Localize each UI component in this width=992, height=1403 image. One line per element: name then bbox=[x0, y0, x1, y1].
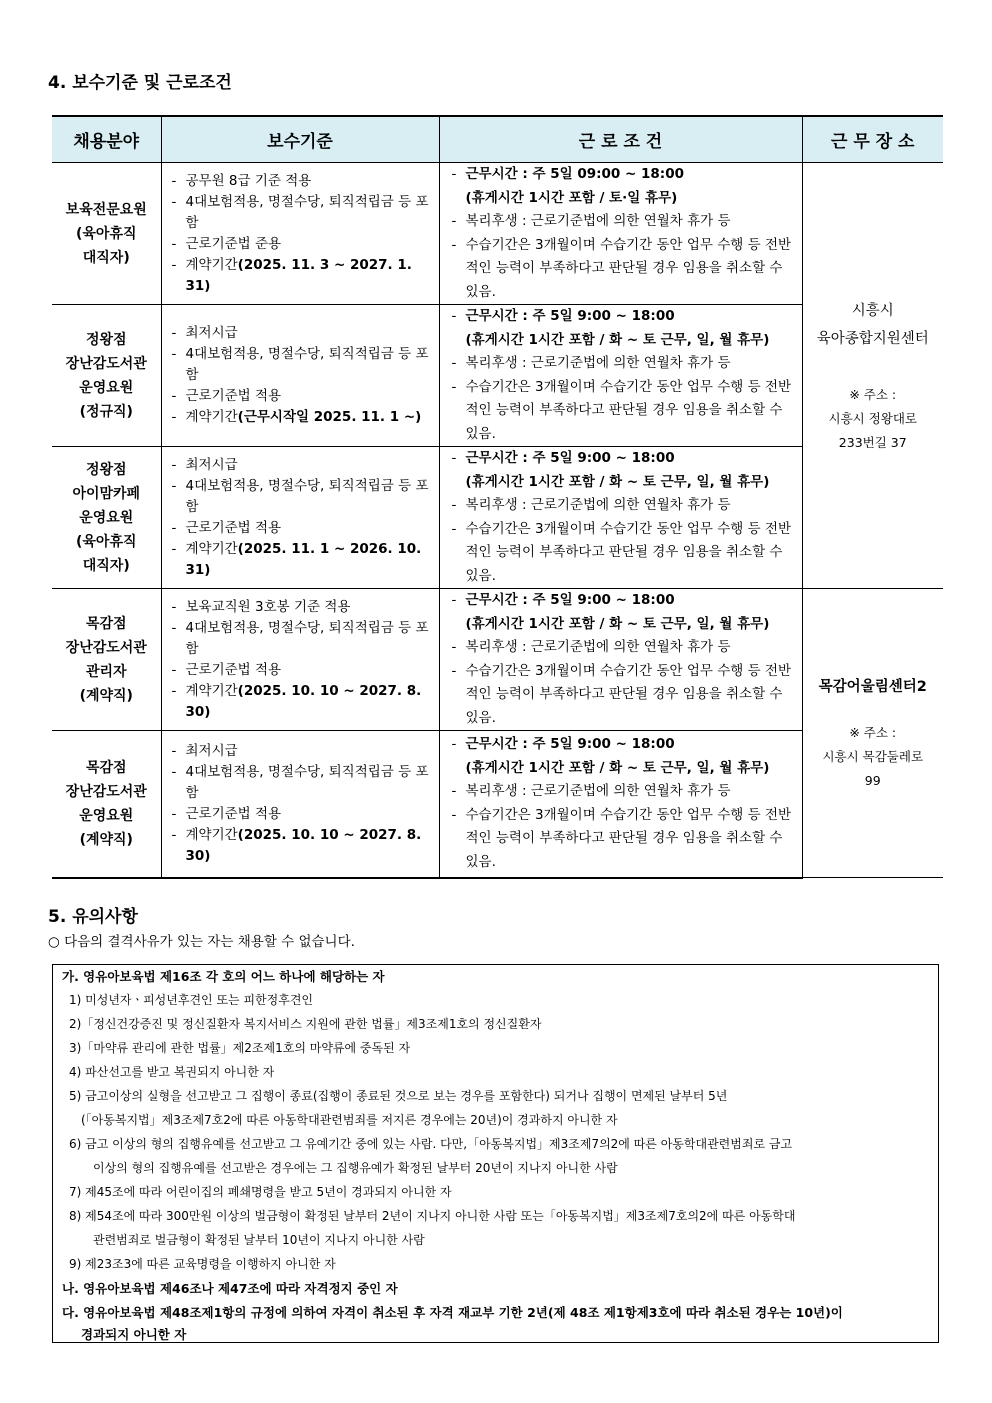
condition-probation: - 수습기간은 3개월이며 수습기간 동안 업무 수행 등 전반적인 능력이 부족하다고 판단될 경우 임용을 취소할 수 있음. bbox=[450, 518, 792, 589]
pay-item: - 4대보험적용, 명절수당, 퇴직적립금 등 포함 bbox=[172, 618, 433, 660]
notice-line: 4) 파산선고를 받고 복권되지 아니한 자 bbox=[69, 1065, 275, 1079]
pay-cell bbox=[161, 731, 439, 878]
pay-item: - 근로기준법 적용 bbox=[172, 804, 433, 825]
category-cell bbox=[52, 305, 161, 447]
category-cell bbox=[52, 731, 161, 878]
header-conditions: 근 로 조 건 bbox=[439, 116, 802, 163]
header-pay: 보수기준 bbox=[161, 116, 439, 163]
conditions-cell bbox=[439, 163, 802, 305]
pay-item-contract bbox=[172, 825, 433, 867]
notice-lead: ○ 다음의 결격사유가 있는 자는 채용할 수 없습니다. bbox=[48, 934, 355, 950]
contract-prefix: 계약기간 bbox=[185, 256, 238, 273]
condition-welfare: - 복리후생 : 근로기준법에 의한 연월차 휴가 등 bbox=[450, 780, 792, 804]
place-name: 육아종합지원센터 bbox=[816, 330, 929, 347]
pay-item-contract bbox=[172, 539, 433, 581]
pay-item: - 보육교직원 3호봉 기준 적용 bbox=[172, 597, 433, 618]
conditions-cell bbox=[439, 447, 802, 589]
break-info: (휴게시간 1시간 포함 / 화 ~ 토 근무, 일, 월 휴무) bbox=[465, 615, 770, 632]
pay-cell bbox=[161, 589, 439, 731]
place-address bbox=[803, 721, 944, 793]
break-info: (휴게시간 1시간 포함 / 토·일 휴무) bbox=[465, 189, 678, 206]
pay-item: - 근로기준법 적용 bbox=[172, 386, 433, 407]
notice-line: 8) 제54조에 따라 300만원 이상의 벌금형이 확정된 날부터 2년이 지나지 아니한 사람 또는「아동복지법」제3조제7호의2에 따른 아동학대 bbox=[69, 1209, 796, 1223]
contract-period: (2025. 11. 1 ~ 2026. 10. 31) bbox=[185, 540, 422, 578]
notice-line: 9) 제23조3에 따른 교육명령을 이행하지 아니한 자 bbox=[69, 1257, 336, 1271]
pay-item: - 4대보험적용, 명절수당, 퇴직적립금 등 포함 bbox=[172, 476, 433, 518]
work-hours: 근무시간 : 주 5일 9:00 ~ 18:00 bbox=[465, 592, 675, 608]
pay-item: - 최저시급 bbox=[172, 323, 433, 344]
condition-welfare: - 복리후생 : 근로기준법에 의한 연월차 휴가 등 bbox=[450, 210, 792, 234]
address-line: 시흥시 정왕대로 bbox=[828, 410, 917, 426]
contract-prefix: 계약기간 bbox=[185, 826, 238, 843]
category-label: 목감점 장난감도서관 관리자 (계약직) bbox=[65, 615, 147, 704]
notice-line: 나. 영유아보육법 제46조나 제47조에 따라 자격정지 중인 자 bbox=[62, 1281, 398, 1296]
condition-probation: - 수습기간은 3개월이며 수습기간 동안 업무 수행 등 전반적인 능력이 부족하다고 판단될 경우 임용을 취소할 수 있음. bbox=[450, 234, 792, 305]
condition-welfare: - 복리후생 : 근로기준법에 의한 연월차 휴가 등 bbox=[450, 636, 792, 660]
place-address bbox=[803, 383, 944, 455]
condition-probation: - 수습기간은 3개월이며 수습기간 동안 업무 수행 등 전반적인 능력이 부족하다고 판단될 경우 임용을 취소할 수 있음. bbox=[450, 376, 792, 447]
address-label: ※ 주소 : bbox=[849, 725, 897, 740]
pay-item: - 4대보험적용, 명절수당, 퇴직적립금 등 포함 bbox=[172, 192, 433, 234]
work-hours: 근무시간 : 주 5일 9:00 ~ 18:00 bbox=[465, 736, 675, 753]
address-line: 233번길 37 bbox=[838, 434, 907, 450]
header-place: 근 무 장 소 bbox=[802, 116, 943, 163]
pay-cell bbox=[161, 163, 439, 305]
address-label: ※ 주소 : bbox=[849, 386, 897, 402]
pay-item: - 근로기준법 적용 bbox=[172, 518, 433, 539]
pay-item-contract bbox=[172, 407, 433, 428]
work-hours: 근무시간 : 주 5일 9:00 ~ 18:00 bbox=[465, 308, 675, 324]
notice-line: 경과되지 아니한 자 bbox=[81, 1327, 187, 1342]
conditions-cell bbox=[439, 589, 802, 731]
contract-period: (2025. 11. 3 ~ 2027. 1. 31) bbox=[185, 256, 412, 294]
place-cell bbox=[802, 163, 943, 589]
notice-line: 3)「마약류 관리에 관한 법률」제2조제1호의 마약류에 중독된 자 bbox=[69, 1041, 411, 1055]
notice-line: 관련범죄로 벌금형이 확정된 날부터 10년이 지나지 아니한 사람 bbox=[93, 1233, 425, 1247]
place-cell bbox=[802, 589, 943, 878]
place-name: 목감어울림센터2 bbox=[818, 679, 927, 695]
table-header-row bbox=[52, 116, 943, 163]
notice-line: 6) 금고 이상의 형의 집행유예를 선고받고 그 유예기간 중에 있는 사람. 다만,「아동복지법」제3조제7의2에 따른 아동학대관련범죄로 금고 bbox=[69, 1137, 793, 1151]
condition-hours bbox=[450, 447, 792, 494]
disqualification-box bbox=[52, 964, 939, 1343]
notice-line: 이상의 형의 집행유예를 선고받은 경우에는 그 집행유예가 확정된 날부터 20년이 지나지 아니한 사람 bbox=[93, 1161, 618, 1175]
work-hours: 근무시간 : 주 5일 09:00 ~ 18:00 bbox=[465, 166, 684, 182]
recruitment-table bbox=[52, 115, 943, 879]
table-row bbox=[52, 589, 943, 731]
notice-line: 2)「정신건강증진 및 정신질환자 복지서비스 지원에 관한 법률」제3조제1호의 정신질환자 bbox=[69, 1017, 542, 1031]
notice-line: 다. 영유아보육법 제48조제1항의 규정에 의하여 자격이 취소된 후 자격 재교부 기한 2년(제 48조 제1항제3호에 따라 취소된 경우는 10년)이 bbox=[62, 1305, 843, 1320]
condition-probation: - 수습기간은 3개월이며 수습기간 동안 업무 수행 등 전반적인 능력이 부족하다고 판단될 경우 임용을 취소할 수 있음. bbox=[450, 660, 792, 731]
contract-period: (2025. 10. 10 ~ 2027. 8. 30) bbox=[185, 682, 422, 720]
pay-item: - 공무원 8급 기준 적용 bbox=[172, 171, 433, 192]
notice-line: 가. 영유아보육법 제16조 각 호의 어느 하나에 해당하는 자 bbox=[62, 969, 385, 984]
conditions-cell bbox=[439, 731, 802, 878]
contract-period: (근무시작일 2025. 11. 1 ~) bbox=[237, 409, 422, 425]
contract-prefix: 계약기간 bbox=[185, 540, 238, 557]
pay-item: - 4대보험적용, 명절수당, 퇴직적립금 등 포함 bbox=[172, 344, 433, 386]
table-row bbox=[52, 163, 943, 305]
pay-item: - 4대보험적용, 명절수당, 퇴직적립금 등 포함 bbox=[172, 762, 433, 804]
contract-period: (2025. 10. 10 ~ 2027. 8. 30) bbox=[185, 826, 422, 864]
category-cell bbox=[52, 447, 161, 589]
pay-cell bbox=[161, 305, 439, 447]
work-hours: 근무시간 : 주 5일 9:00 ~ 18:00 bbox=[465, 450, 675, 466]
section-5-title: 5. 유의사항 bbox=[48, 907, 138, 927]
condition-welfare: - 복리후생 : 근로기준법에 의한 연월차 휴가 등 bbox=[450, 352, 792, 376]
pay-item-contract bbox=[172, 681, 433, 723]
header-category: 채용분야 bbox=[52, 116, 161, 163]
pay-cell bbox=[161, 447, 439, 589]
condition-welfare: - 복리후생 : 근로기준법에 의한 연월차 휴가 등 bbox=[450, 494, 792, 518]
address-line: 99 bbox=[864, 773, 881, 788]
notice-line: 7) 제45조에 따라 어린이집의 폐쇄명령을 받고 5년이 경과되지 아니한 자 bbox=[69, 1185, 452, 1199]
break-info: (휴게시간 1시간 포함 / 화 ~ 토 근무, 일, 월 휴무) bbox=[465, 473, 770, 490]
pay-item: - 최저시급 bbox=[172, 741, 433, 762]
break-info: (휴게시간 1시간 포함 / 화 ~ 토 근무, 일, 월 휴무) bbox=[465, 759, 770, 776]
contract-prefix: 계약기간 bbox=[185, 409, 238, 425]
category-label: 보육전문요원 (육아휴직 대직자) bbox=[65, 201, 147, 266]
condition-hours bbox=[450, 589, 792, 636]
conditions-cell bbox=[439, 305, 802, 447]
contract-prefix: 계약기간 bbox=[185, 682, 238, 699]
pay-item: - 근로기준법 적용 bbox=[172, 660, 433, 681]
category-label: 정왕점 장난감도서관 운영요원 (정규직) bbox=[65, 331, 147, 420]
section-4-title: 4. 보수기준 및 근로조건 bbox=[48, 73, 232, 93]
pay-item-contract bbox=[172, 255, 433, 297]
place-name: 시흥시 bbox=[851, 302, 894, 319]
category-label: 정왕점 아이맘카페 운영요원 (육아휴직 대직자) bbox=[72, 461, 141, 574]
category-label: 목감점 장난감도서관 운영요원 (계약직) bbox=[65, 759, 147, 848]
pay-item: - 최저시급 bbox=[172, 455, 433, 476]
category-cell bbox=[52, 163, 161, 305]
condition-hours bbox=[450, 733, 792, 780]
category-cell bbox=[52, 589, 161, 731]
condition-probation: - 수습기간은 3개월이며 수습기간 동안 업무 수행 등 전반적인 능력이 부족하다고 판단될 경우 임용을 취소할 수 있음. bbox=[450, 804, 792, 875]
break-info: (휴게시간 1시간 포함 / 화 ~ 토 근무, 일, 월 휴무) bbox=[465, 331, 770, 348]
address-line: 시흥시 목감둘레로 bbox=[822, 749, 924, 764]
condition-hours bbox=[450, 163, 792, 210]
pay-item: - 근로기준법 준용 bbox=[172, 234, 433, 255]
condition-hours bbox=[450, 305, 792, 352]
notice-line: 5) 금고이상의 실형을 선고받고 그 집행이 종료(집행이 종료된 것으로 보는 경우를 포함한다) 되거나 집행이 면제된 날부터 5년 bbox=[69, 1089, 728, 1103]
notice-line: 1) 미성년자ㆍ피성년후견인 또는 피한정후견인 bbox=[69, 993, 314, 1007]
notice-line: (「아동복지법」제3조제7호2에 따른 아동학대관련범죄를 저지른 경우에는 20년)이 경과하지 아니한 자 bbox=[81, 1113, 618, 1127]
